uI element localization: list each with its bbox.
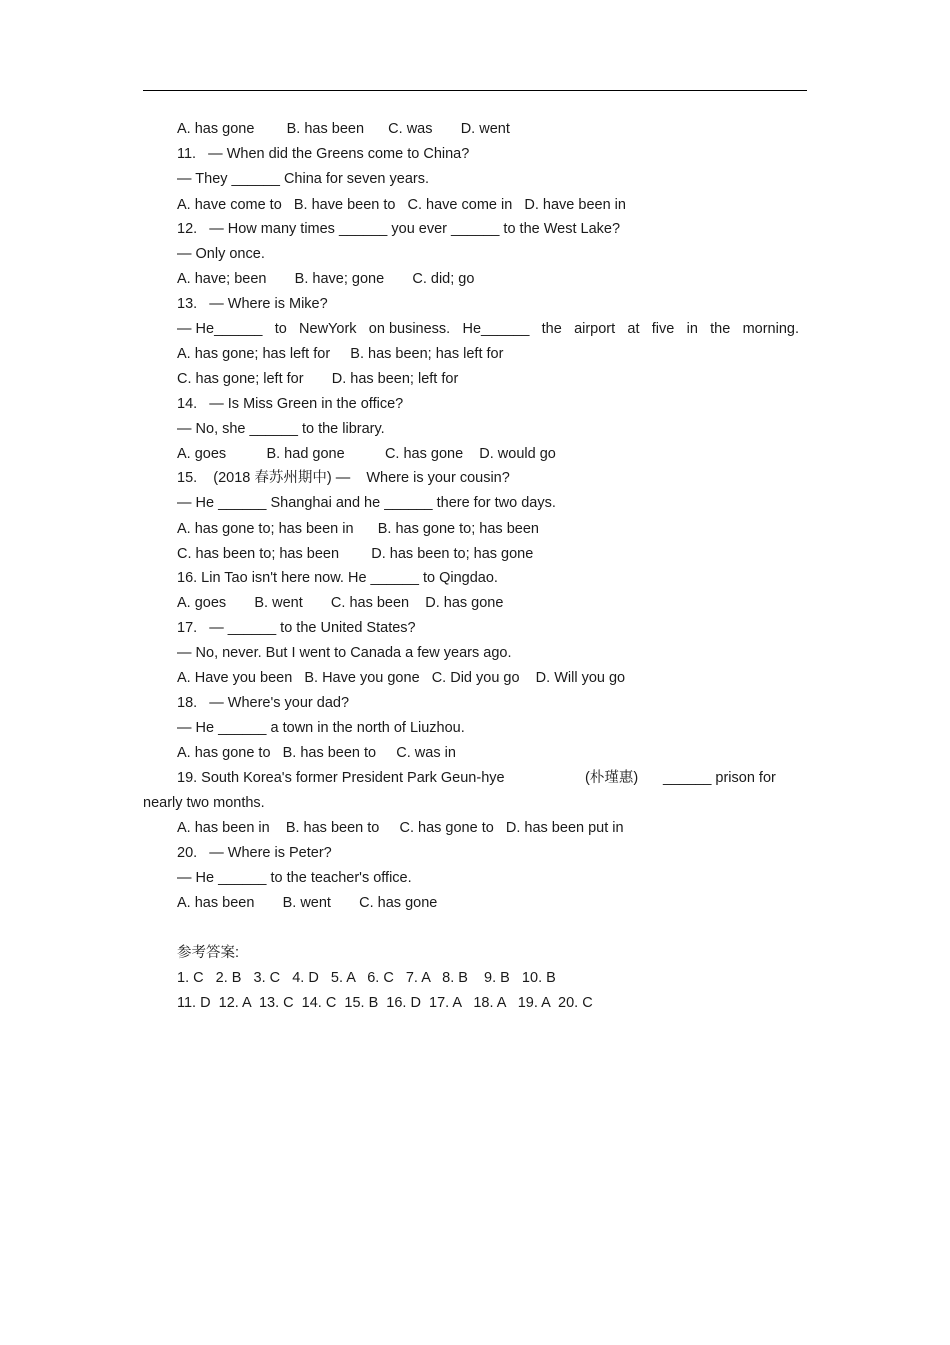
q13-options-a-b: A. has gone; has left for B. has been; has left for <box>177 346 504 362</box>
word: He______ <box>462 321 530 337</box>
word: at <box>627 321 640 337</box>
q18-options: A. has gone to B. has been to C. was in <box>177 745 456 761</box>
word: morning. <box>742 321 799 337</box>
q14-options: A. goes B. had gone C. has gone D. would go <box>177 446 556 462</box>
q18-prompt: 18. — Where's your dad? <box>177 695 350 711</box>
q14-answer-line: — No, she ______ to the library. <box>177 421 385 437</box>
header-rule <box>143 90 807 91</box>
q16-options: A. goes B. went C. has been D. has gone <box>177 595 504 611</box>
word: in <box>686 321 698 337</box>
q10-options: A. has gone B. has been C. was D. went <box>177 121 510 137</box>
answer-key-row-2: 11. D 12. A 13. C 14. C 15. B 16. D 17. A 18. A 19. A 20. C <box>177 995 593 1011</box>
q15-options-a-b: A. has gone to; has been in B. has gone to; has been <box>177 521 539 537</box>
q11-options: A. have come to B. have been to C. have come in D. have been in <box>177 197 626 213</box>
word: five <box>651 321 675 337</box>
q19-text: 19. South Korea's former President Park Geun-hye <box>177 770 505 786</box>
answer-key-row-1: 1. C 2. B 3. C 4. D 5. A 6. C 7. A 8. B 9. B 10. B <box>177 970 556 986</box>
q20-prompt: 20. — Where is Peter? <box>177 845 332 861</box>
word: airport <box>574 321 616 337</box>
q15-answer-line: — He ______ Shanghai and he ______ there for two days. <box>177 495 556 511</box>
q17-options: A. Have you been B. Have you gone C. Did you go D. Will you go <box>177 670 626 686</box>
q17-answer-line: — No, never. But I went to Canada a few years ago. <box>177 645 512 661</box>
q13-prompt: 13. — Where is Mike? <box>177 296 328 312</box>
q12-answer-line: — Only once. <box>177 246 265 262</box>
q19-chinese-name: (朴瑾惠) <box>585 770 639 786</box>
answer-key-title: 参考答案: <box>177 945 240 961</box>
q12-options: A. have; been B. have; gone C. did; go <box>177 271 475 287</box>
word: the <box>541 321 562 337</box>
q14-prompt: 14. — Is Miss Green in the office? <box>177 396 404 412</box>
word: — He______ <box>177 321 263 337</box>
q11-answer-line: — They ______ China for seven years. <box>177 171 430 187</box>
word: on business. <box>368 321 451 337</box>
q20-answer-line: — He ______ to the teacher's office. <box>177 870 412 886</box>
q19-continuation: nearly two months. <box>143 795 265 811</box>
q19-blank: ______ prison for <box>663 770 776 786</box>
q16-prompt: 16. Lin Tao isn't here now. He ______ to Qingdao. <box>177 570 498 586</box>
q19-options: A. has been in B. has been to C. has gone to D. has been put in <box>177 820 624 836</box>
q15-prompt: 15. (2018 春苏州期中) — Where is your cousin? <box>177 470 510 486</box>
word: to <box>274 321 287 337</box>
word: the <box>710 321 731 337</box>
q18-answer-line: — He ______ a town in the north of Liuzhou. <box>177 720 465 736</box>
q20-options: A. has been B. went C. has gone <box>177 895 438 911</box>
q12-prompt: 12. — How many times ______ you ever ______ to the West Lake? <box>177 221 621 237</box>
q17-prompt: 17. — ______ to the United States? <box>177 620 416 636</box>
q15-options-c-d: C. has been to; has been D. has been to; has gone <box>177 546 534 562</box>
q13-options-c-d: C. has gone; left for D. has been; left for <box>177 371 459 387</box>
word: NewYork <box>299 321 357 337</box>
q11-prompt: 11. — When did the Greens come to China? <box>177 146 470 162</box>
q13-answer-line <box>177 320 799 338</box>
